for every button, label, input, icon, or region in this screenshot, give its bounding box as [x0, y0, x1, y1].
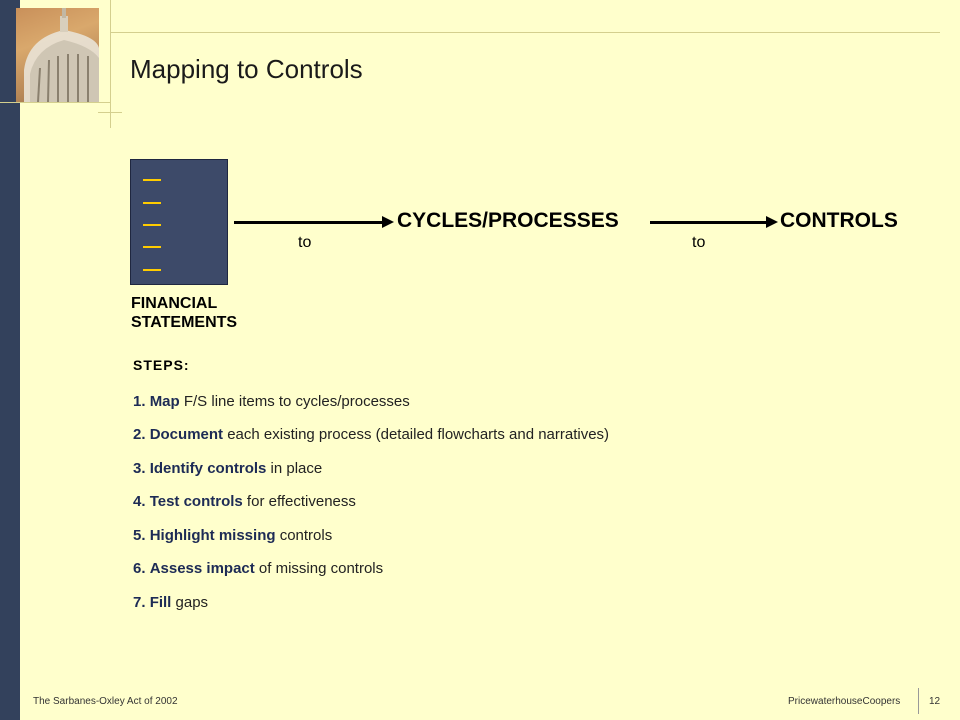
- step-item: [133, 527, 332, 544]
- financial-statements-box: [130, 159, 228, 285]
- fs-label-line-2: STATEMENTS: [131, 314, 238, 331]
- step-item: [133, 594, 208, 611]
- footer-divider: [918, 688, 919, 714]
- left-accent-bar: [0, 0, 20, 720]
- capitol-dome-image: [16, 8, 99, 102]
- line-item-dash: [143, 246, 161, 248]
- line-item-dash: [143, 224, 161, 226]
- steps-heading: STEPS:: [133, 357, 190, 373]
- step-keyword: Map: [149, 393, 180, 410]
- step-number: 7.: [133, 594, 146, 611]
- step-text: each existing process (detailed flowcharts and narratives): [223, 426, 610, 443]
- controls-label: CONTROLS: [780, 209, 898, 232]
- step-item: [133, 393, 410, 410]
- step-keyword: Fill: [149, 594, 172, 611]
- decor-vertical-line: [110, 0, 111, 128]
- step-number: 3.: [133, 460, 146, 477]
- step-keyword: Test controls: [149, 493, 243, 510]
- step-keyword: Assess impact: [149, 560, 255, 577]
- decor-title-rule: [110, 32, 940, 33]
- fs-label-line-1: FINANCIAL: [131, 295, 218, 312]
- cycles-processes-label: CYCLES/PROCESSES: [397, 209, 619, 232]
- step-number: 2.: [133, 426, 146, 443]
- step-text: for effectiveness: [242, 493, 356, 510]
- step-number: 1.: [133, 393, 146, 410]
- step-number: 6.: [133, 560, 146, 577]
- step-item: [133, 426, 609, 443]
- decor-horizontal-line: [0, 102, 110, 103]
- step-item: [133, 460, 322, 477]
- step-number: 5.: [133, 527, 146, 544]
- step-text: in place: [266, 460, 323, 477]
- line-item-dash: [143, 269, 161, 271]
- footer-title: The Sarbanes-Oxley Act of 2002: [33, 696, 178, 707]
- arrow-to-cycles: [234, 221, 384, 224]
- decor-short-rule: [98, 112, 122, 113]
- step-keyword: Document: [149, 426, 224, 443]
- line-item-dash: [143, 202, 161, 204]
- to-label-1: to: [298, 234, 312, 251]
- arrow-to-controls: [650, 221, 768, 224]
- step-text: gaps: [171, 594, 209, 611]
- step-number: 4.: [133, 493, 146, 510]
- step-text: of missing controls: [254, 560, 384, 577]
- footer-company: PricewaterhouseCoopers: [788, 696, 901, 707]
- step-item: [133, 493, 356, 510]
- step-text: F/S line items to cycles/processes: [179, 393, 410, 410]
- step-item: [133, 560, 383, 577]
- page-number: 12: [929, 696, 941, 707]
- page-title: Mapping to Controls: [130, 54, 363, 84]
- to-label-2: to: [692, 234, 706, 251]
- step-keyword: Identify controls: [149, 460, 267, 477]
- financial-statements-label: [131, 294, 237, 332]
- step-keyword: Highlight missing: [149, 527, 276, 544]
- step-text: controls: [275, 527, 333, 544]
- line-item-dash: [143, 179, 161, 181]
